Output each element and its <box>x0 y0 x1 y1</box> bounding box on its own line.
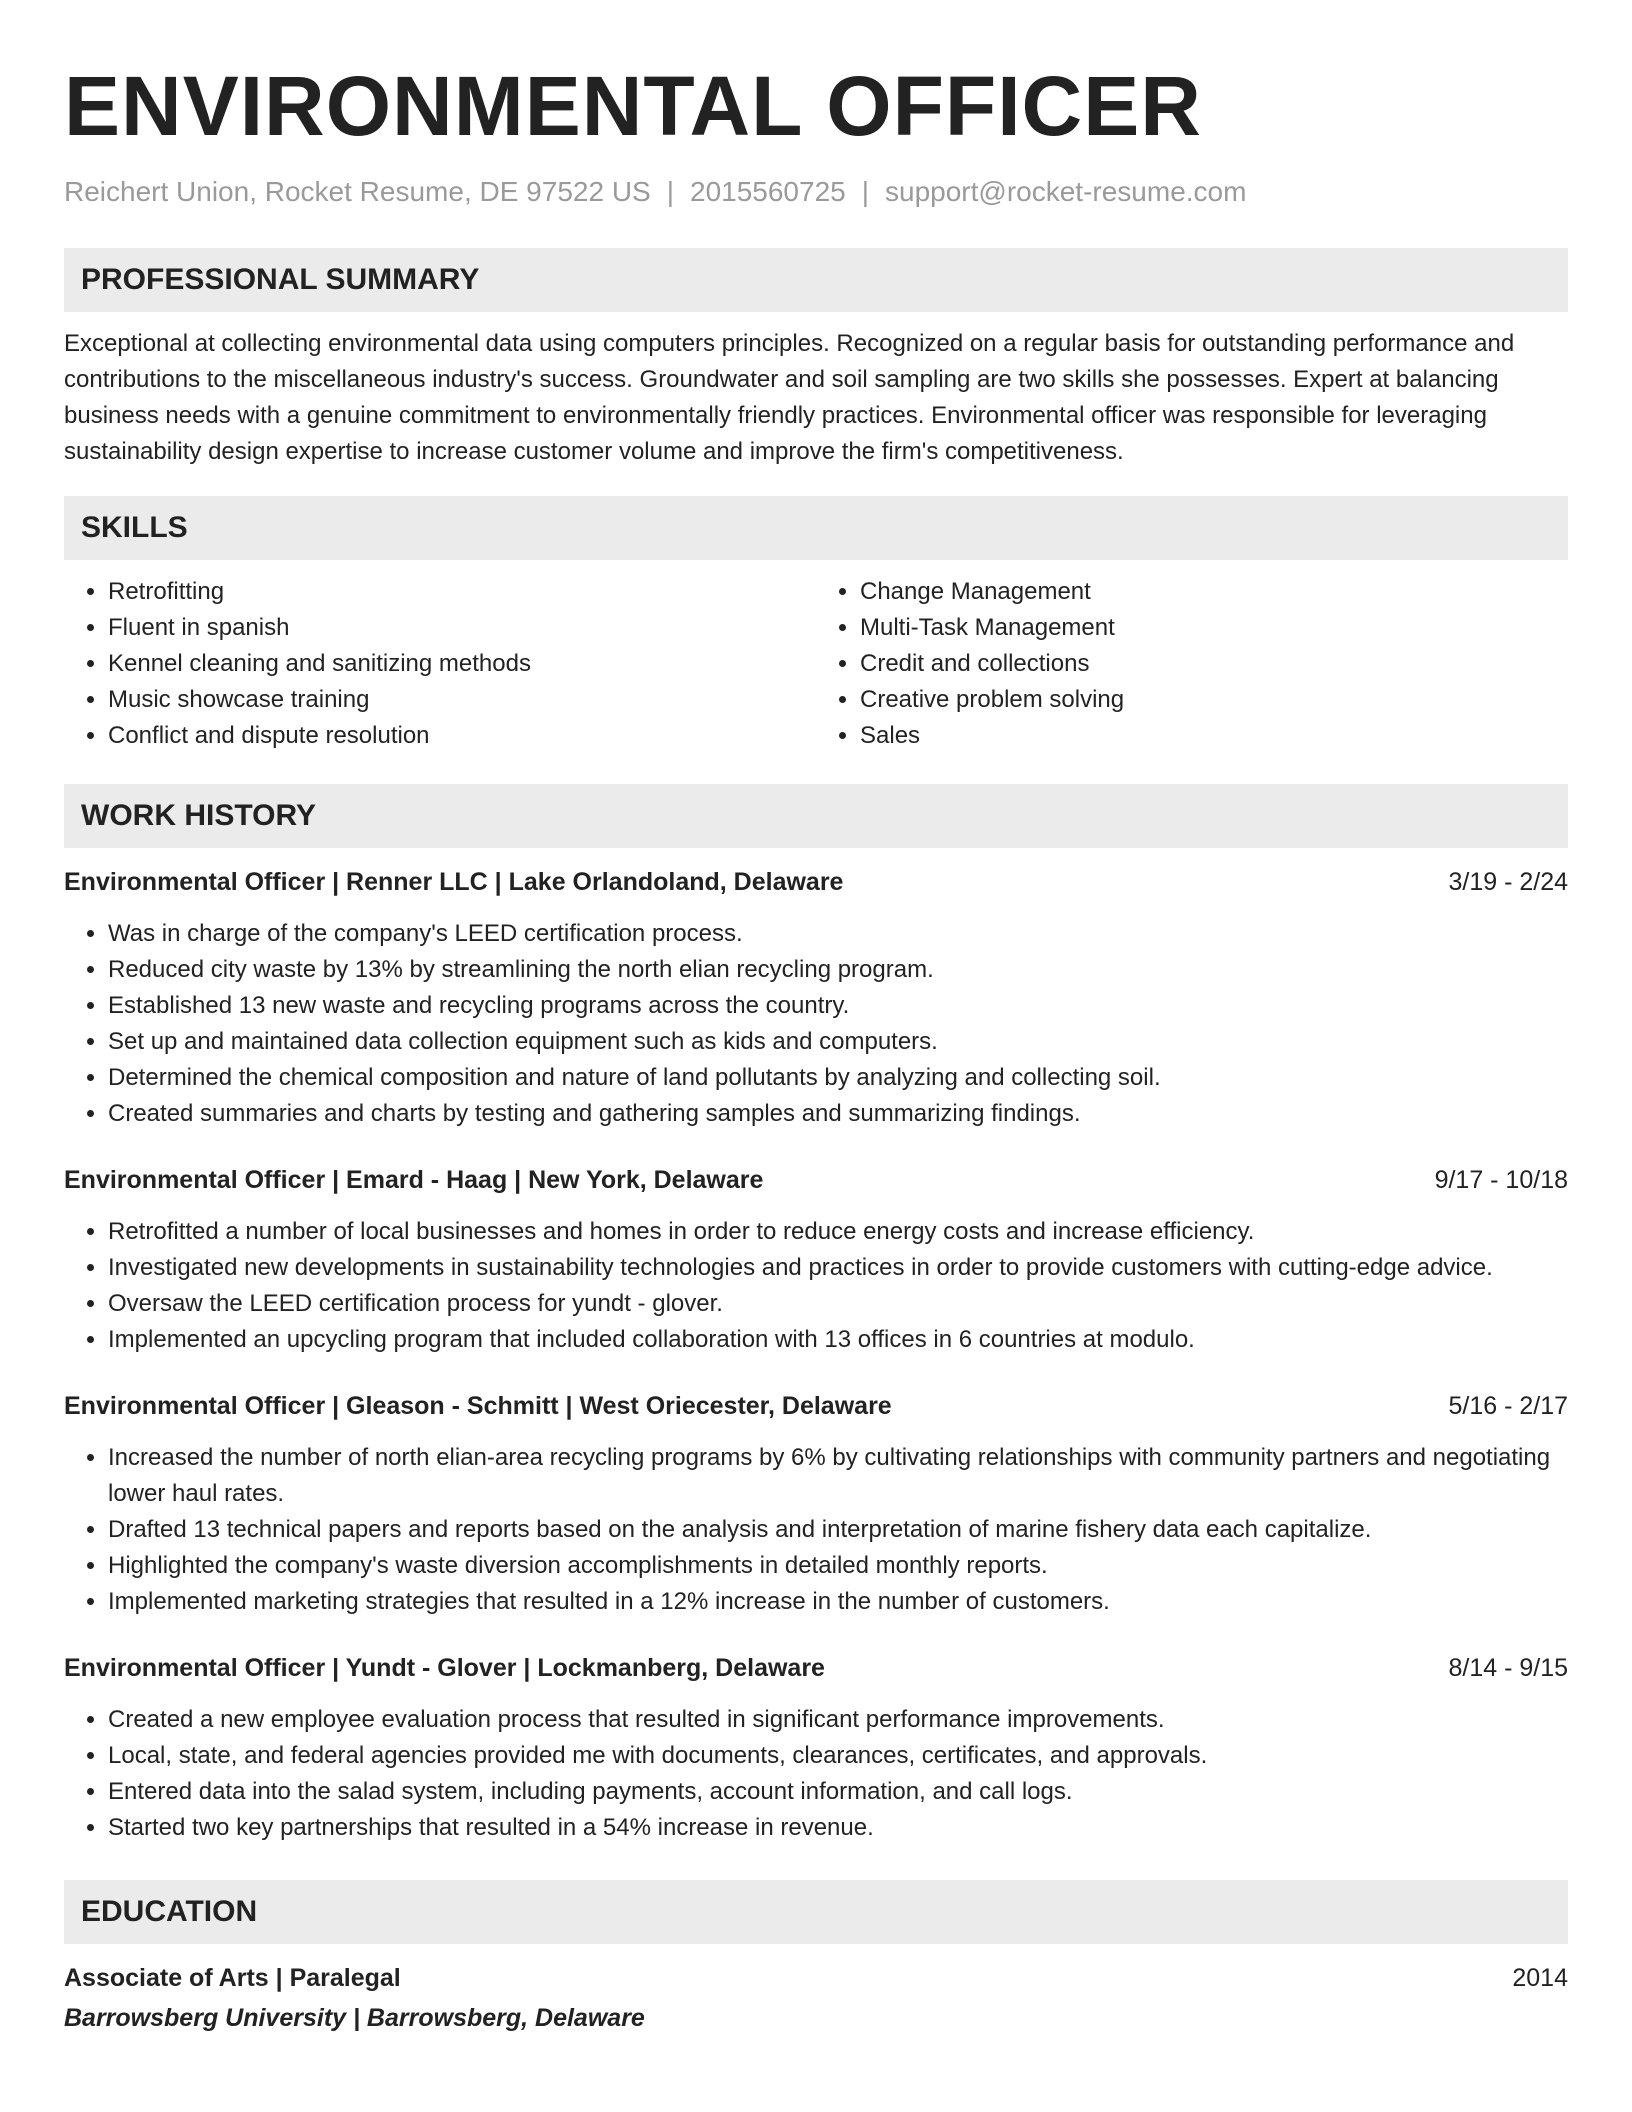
job-bullets <box>64 1440 1568 1620</box>
skill-item: • Kennel cleaning and sanitizing methods <box>108 646 816 682</box>
skill-item: • Fluent in spanish <box>108 610 816 646</box>
job-date: 3/19 - 2/24 <box>1448 868 1568 896</box>
section-heading-summary: PROFESSIONAL SUMMARY <box>64 248 1568 312</box>
summary-text: Exceptional at collecting environmental data using computers principles. Recognized on a regular basis for outstanding performance and contributions to the miscellaneous industry's success. Groundwater and soil sampling are two skills she possesses. Expert at balancing business needs with a genuine commitment to environmentally friendly practices. Environmental officer was responsible for leveraging sustainability design expertise to increase customer volume and improve the firm's competitiveness. <box>64 330 1515 465</box>
job-entry <box>64 864 1568 1132</box>
job-bullet: • Created a new employee evaluation process that resulted in significant performance improvements. <box>108 1702 1568 1738</box>
skills-columns <box>64 574 1568 754</box>
contact-phone: 2015560725 <box>690 176 846 207</box>
education-entry <box>64 1960 1568 2036</box>
skills-list-left <box>64 574 816 754</box>
job-bullets <box>64 1702 1568 1846</box>
job-bullets <box>64 1214 1568 1358</box>
job-header <box>64 1650 1568 1686</box>
contact-email: support@rocket-resume.com <box>885 176 1247 207</box>
job-bullet: • Started two key partnerships that resulted in a 54% increase in revenue. <box>108 1810 1568 1846</box>
job-bullet: • Retrofitted a number of local businesses and homes in order to reduce energy costs and increase efficiency. <box>108 1214 1568 1250</box>
job-bullet: • Increased the number of north elian-area recycling programs by 6% by cultivating relationships with community partners and negotiating lower haul rates. <box>108 1440 1568 1512</box>
job-bullet: • Created summaries and charts by testing and gathering samples and summarizing findings. <box>108 1096 1568 1132</box>
job-entry <box>64 1650 1568 1846</box>
job-header <box>64 1388 1568 1424</box>
section-heading-work-history: WORK HISTORY <box>64 784 1568 848</box>
candidate-name: ENVIRONMENTAL OFFICER <box>64 59 1202 153</box>
skill-item: • Music showcase training <box>108 682 816 718</box>
skill-item: • Credit and collections <box>860 646 1568 682</box>
contact-line <box>64 174 1568 210</box>
section-heading-education: EDUCATION <box>64 1880 1568 1944</box>
job-entry <box>64 1388 1568 1620</box>
job-bullet: • Implemented marketing strategies that resulted in a 12% increase in the number of customers. <box>108 1584 1568 1620</box>
job-header <box>64 864 1568 900</box>
contact-separator: | <box>666 176 674 207</box>
job-title: Environmental Officer | Renner LLC | Lake Orlandoland, Delaware <box>64 868 844 896</box>
job-bullet: • Implemented an upcycling program that included collaboration with 13 offices in 6 countries at modulo. <box>108 1322 1568 1358</box>
job-bullet: • Established 13 new waste and recycling programs across the country. <box>108 988 1568 1024</box>
job-bullet: • Set up and maintained data collection equipment such as kids and computers. <box>108 1024 1568 1060</box>
skill-item: • Conflict and dispute resolution <box>108 718 816 754</box>
section-heading-skills: SKILLS <box>64 496 1568 560</box>
skill-item: • Sales <box>860 718 1568 754</box>
education-header <box>64 1960 1568 1996</box>
job-bullet: • Highlighted the company's waste diversion accomplishments in detailed monthly reports. <box>108 1548 1568 1584</box>
job-date: 8/14 - 9/15 <box>1448 1654 1568 1682</box>
job-bullet: • Local, state, and federal agencies provided me with documents, clearances, certificates, and approvals. <box>108 1738 1568 1774</box>
job-bullet: • Investigated new developments in sustainability technologies and practices in order to provide customers with cutting-edge advice. <box>108 1250 1568 1286</box>
education-degree: Associate of Arts | Paralegal <box>64 1964 401 1992</box>
job-bullet: • Drafted 13 technical papers and reports based on the analysis and interpretation of marine fishery data each capitalize. <box>108 1512 1568 1548</box>
education-school: Barrowsberg University | Barrowsberg, Delaware <box>64 2004 645 2032</box>
job-title: Environmental Officer | Gleason - Schmitt | West Oriecester, Delaware <box>64 1392 892 1420</box>
contact-separator: | <box>861 176 870 207</box>
job-entry <box>64 1162 1568 1358</box>
job-date: 5/16 - 2/17 <box>1448 1392 1568 1420</box>
job-bullet: • Reduced city waste by 13% by streamlining the north elian recycling program. <box>108 952 1568 988</box>
skill-item: • Creative problem solving <box>860 682 1568 718</box>
job-header <box>64 1162 1568 1198</box>
job-bullets <box>64 916 1568 1132</box>
education-year: 2014 <box>1512 1964 1568 1992</box>
skill-item: • Retrofitting <box>108 574 816 610</box>
job-bullet: • Entered data into the salad system, including payments, account information, and call logs. <box>108 1774 1568 1810</box>
job-title: Environmental Officer | Yundt - Glover | Lockmanberg, Delaware <box>64 1654 825 1682</box>
job-title: Environmental Officer | Emard - Haag | New York, Delaware <box>64 1166 764 1194</box>
job-bullet: • Determined the chemical composition and nature of land pollutants by analyzing and collecting soil. <box>108 1060 1568 1096</box>
skill-item: • Change Management <box>860 574 1568 610</box>
skills-list-right <box>816 574 1568 754</box>
job-bullet: • Oversaw the LEED certification process for yundt - glover. <box>108 1286 1568 1322</box>
skill-item: • Multi-Task Management <box>860 610 1568 646</box>
job-date: 9/17 - 10/18 <box>1434 1166 1568 1194</box>
contact-address: Reichert Union, Rocket Resume, DE 97522 US <box>64 176 651 207</box>
job-bullet: • Was in charge of the company's LEED certification process. <box>108 916 1568 952</box>
